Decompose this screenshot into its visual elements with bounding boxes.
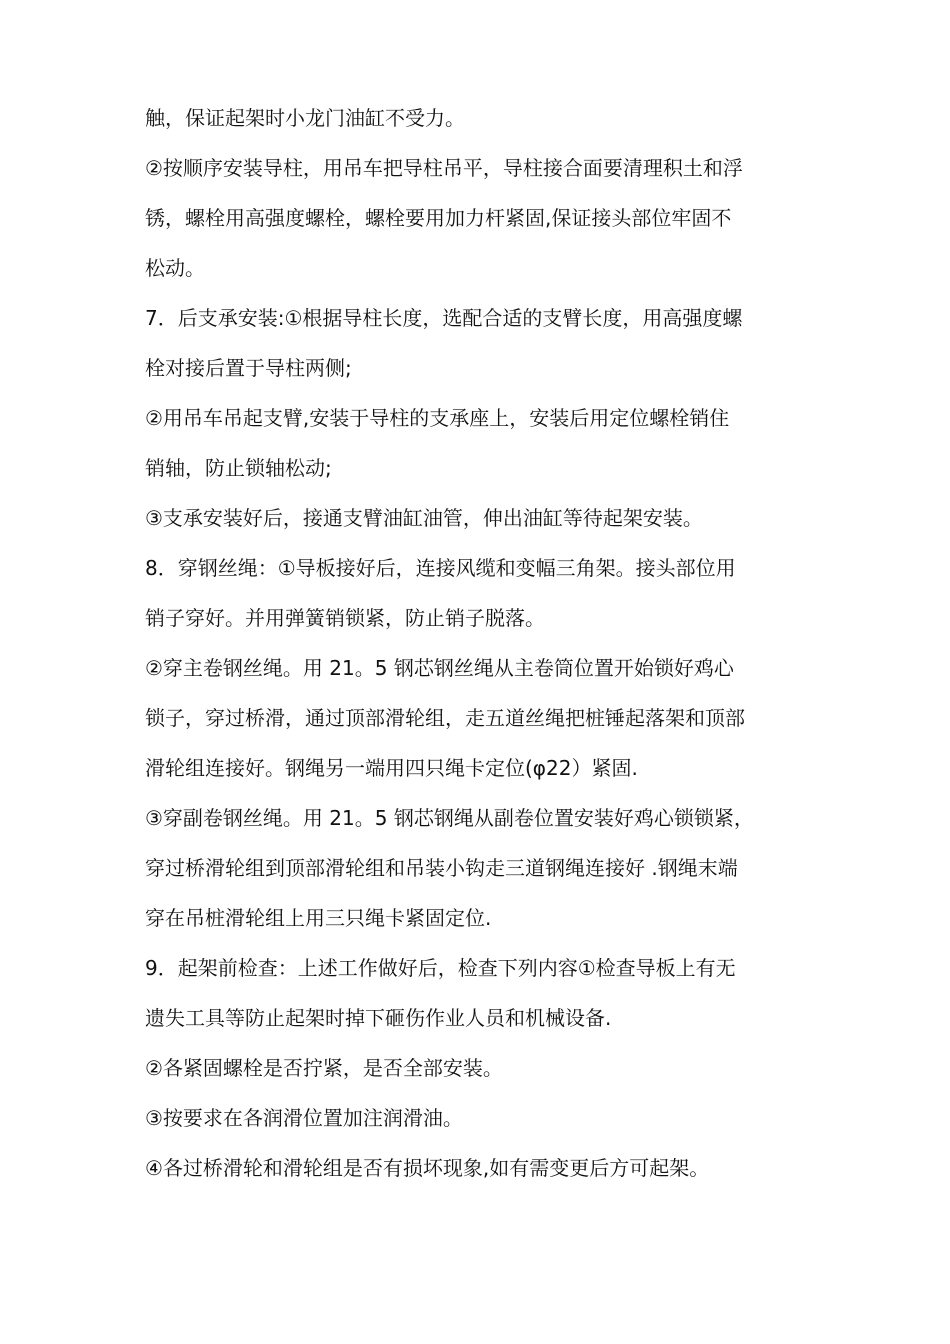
text-line: 穿在吊桩滑轮组上用三只绳卡紧固定位. — [145, 906, 492, 930]
text-line: ③按要求在各润滑位置加注润滑油。 — [145, 1106, 463, 1130]
document-body — [145, 100, 815, 1200]
text-line: 穿过桥滑轮组到顶部滑轮组和吊装小钩走三道钢绳连接好 .钢绳末端 — [145, 856, 738, 880]
text-line: ②穿主卷钢丝绳。用 21。5 钢芯钢丝绳从主卷筒位置开始锁好鸡心 — [145, 656, 734, 680]
text-line: 8．穿钢丝绳：①导板接好后，连接风缆和变幅三角架。接头部位用 — [145, 556, 736, 580]
text-line: 销轴，防止锁轴松动; — [145, 456, 332, 480]
text-line: 栓对接后置于导柱两侧; — [145, 356, 352, 380]
text-line: ②用吊车吊起支臂,安装于导柱的支承座上，安装后用定位螺栓销住 — [145, 406, 730, 430]
text-line: ②各紧固螺栓是否拧紧，是否全部安装。 — [145, 1056, 503, 1080]
text-line: 遗失工具等防止起架时掉下砸伤作业人员和机械设备. — [145, 1006, 612, 1030]
text-line: 滑轮组连接好。钢绳另一端用四只绳卡定位(φ22）紧固. — [145, 756, 638, 780]
text-line: 9．起架前检查：上述工作做好后，检查下列内容①检查导板上有无 — [145, 956, 736, 980]
text-line: 销子穿好。并用弹簧销锁紧，防止销子脱落。 — [145, 606, 545, 630]
text-line: 松动。 — [145, 256, 205, 280]
text-line: 7．后支承安装:①根据导柱长度，选配合适的支臂长度，用高强度螺 — [145, 306, 743, 330]
text-line: ②按顺序安装导柱，用吊车把导柱吊平，导柱接合面要清理积土和浮 — [145, 156, 743, 180]
text-line: 触，保证起架时小龙门油缸不受力。 — [145, 106, 465, 130]
text-line: ③支承安装好后，接通支臂油缸油管，伸出油缸等待起架安装。 — [145, 506, 703, 530]
text-line: ④各过桥滑轮和滑轮组是否有损坏现象,如有需变更后方可起架。 — [145, 1156, 710, 1180]
text-line: ③穿副卷钢丝绳。用 21。5 钢芯钢绳从副卷位置安装好鸡心锁锁紧， — [145, 806, 754, 830]
text-line: 锁子，穿过桥滑，通过顶部滑轮组，走五道丝绳把桩锤起落架和顶部 — [145, 706, 745, 730]
text-line: 锈，螺栓用高强度螺栓，螺栓要用加力杆紧固,保证接头部位牢固不 — [145, 206, 732, 230]
